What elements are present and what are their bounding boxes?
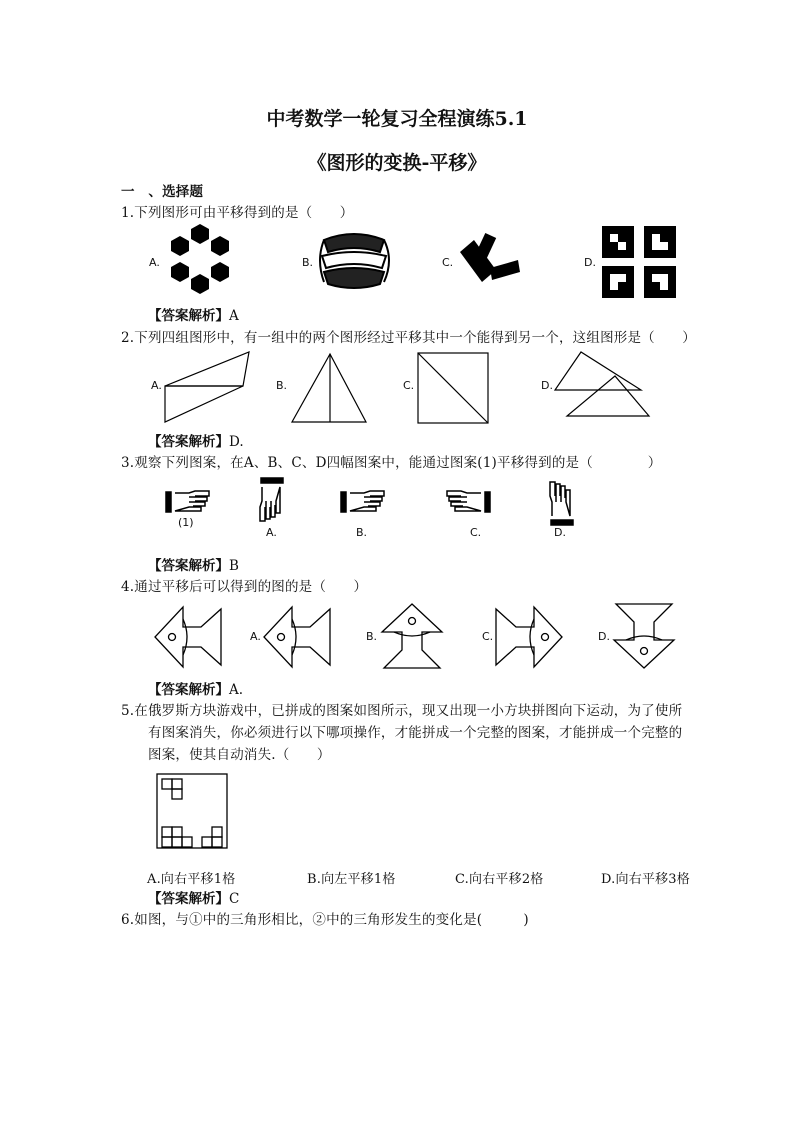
q3-figure-a-hand — [258, 477, 286, 525]
question-6-text: 6.如图，与①中的三角形相比，②中的三角形发生的变化是( ) — [121, 912, 529, 928]
q1-answer: 【答案解析】A — [148, 308, 239, 324]
q4-option-b-label: B. — [366, 630, 378, 643]
q5-option-d: D.向右平移3格 — [601, 872, 690, 887]
q4-option-d-label: D. — [598, 630, 610, 643]
q1-figure-d-pattern — [600, 224, 678, 300]
q2-answer: 【答案解析】D. — [148, 434, 244, 450]
q4-answer: 【答案解析】A. — [148, 682, 244, 698]
q4-figure-c-fish — [494, 605, 564, 669]
section-heading: 一 、选择题 — [121, 184, 204, 200]
q2-figure-c — [416, 351, 490, 425]
q3-figure-d-hand — [548, 478, 576, 526]
q1-option-b-label: B. — [302, 256, 314, 269]
q5-option-a: A.向右平移1格 — [147, 872, 236, 887]
q3-figure-c-hand — [443, 489, 491, 515]
q5-option-b: B.向左平移1格 — [307, 872, 396, 887]
q2-figure-d — [553, 350, 653, 422]
q4-figure-d-fish — [612, 602, 678, 670]
q4-option-a-label: A. — [250, 630, 261, 643]
q3-figure-1-hand — [165, 489, 213, 515]
q1-option-c-label: C. — [442, 256, 454, 269]
q2-option-d-label: D. — [541, 379, 553, 392]
q4-figure-original-fish — [153, 605, 223, 669]
q3-label-1: (1) — [178, 516, 194, 529]
q5-answer: 【答案解析】C — [148, 891, 240, 907]
q5-option-c: C.向右平移2格 — [455, 872, 544, 887]
q2-option-b-label: B. — [276, 379, 288, 392]
q2-option-a-label: A. — [151, 379, 162, 392]
q4-option-c-label: C. — [482, 630, 494, 643]
question-5-line-2: 有图案消失，你必须进行以下哪项操作，才能拼成一个完整的图案，才能拼成一个完整的 — [148, 725, 683, 741]
q4-figure-a-fish — [262, 605, 332, 669]
question-2-text: 2.下列四组图形中，有一组中的两个图形经过平移其中一个能得到另一个，这组图形是（ ） — [121, 330, 696, 346]
q1-option-a-label: A. — [149, 256, 160, 269]
page-subtitle: 《图形的变换-平移》 — [307, 152, 487, 174]
q3-label-a: A. — [266, 526, 277, 539]
q3-label-b: B. — [356, 526, 368, 539]
question-1-text: 1.下列图形可由平移得到的是（ ） — [121, 205, 354, 221]
page-title: 中考数学一轮复习全程演练5.1 — [266, 108, 528, 130]
q3-answer: 【答案解析】B — [148, 558, 239, 574]
q3-label-d: D. — [554, 526, 566, 539]
question-5-line-1: 5.在俄罗斯方块游戏中，已拼成的图案如图所示，现又出现一小方块拼图向下运动，为了使所 — [121, 703, 683, 719]
q1-option-d-label: D. — [584, 256, 596, 269]
q2-figure-b — [290, 352, 370, 424]
q3-figure-b-hand — [340, 489, 388, 515]
q1-figure-b-ribbon — [314, 230, 394, 292]
q2-option-c-label: C. — [403, 379, 415, 392]
question-3-text: 3.观察下列图案，在A、B、C、D四幅图案中，能通过图案(1)平移得到的是（ ） — [121, 455, 662, 471]
q1-figure-c-bars — [456, 230, 522, 292]
q5-tetris-grid — [156, 773, 228, 849]
question-4-text: 4.通过平移后可以得到的图的是（ ） — [121, 579, 368, 595]
q1-figure-a-hexagons — [160, 222, 240, 302]
q2-figure-a — [163, 350, 253, 426]
q4-figure-b-fish — [380, 602, 446, 670]
q3-label-c: C. — [470, 526, 482, 539]
question-5-line-3: 图案，使其自动消失.（ ） — [148, 747, 331, 763]
